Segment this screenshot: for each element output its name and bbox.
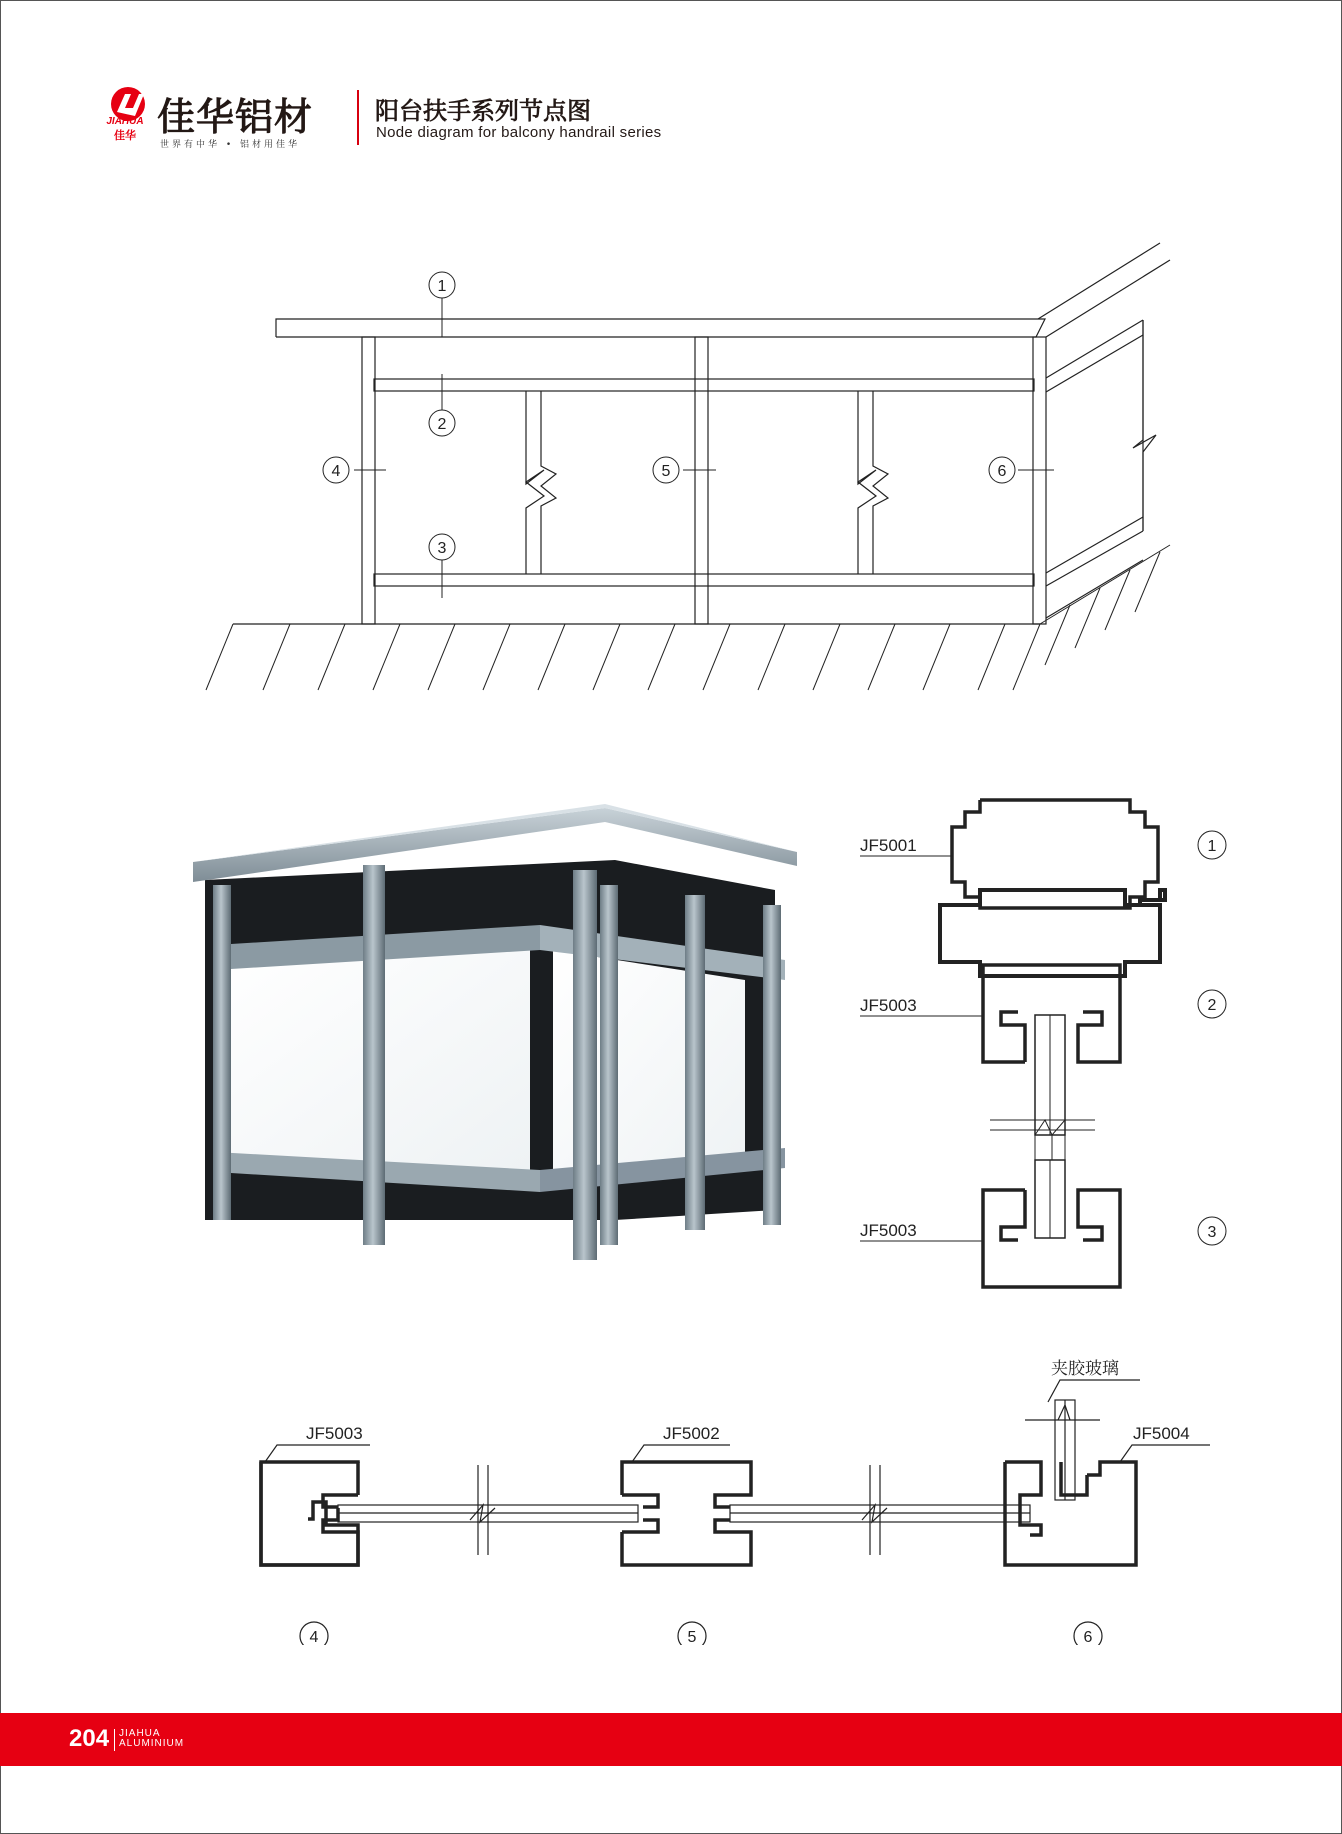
return-top-rail-2 bbox=[1046, 335, 1143, 392]
callout-6: 6 bbox=[997, 463, 1007, 480]
post-right bbox=[1033, 337, 1046, 624]
page-title: 阳台扶手系列节点图 bbox=[375, 97, 591, 125]
logo-text: JIAHUA bbox=[106, 116, 144, 127]
label-jf5004: JF5004 bbox=[1133, 1424, 1190, 1443]
return-bottom-rail-1 bbox=[1046, 517, 1143, 573]
return-base bbox=[1046, 560, 1143, 618]
label-jf5003-lower: JF5003 bbox=[860, 1221, 917, 1240]
mullion-1-right bbox=[541, 391, 556, 574]
callout-1-sec: 1 bbox=[1207, 838, 1217, 855]
footer-brand-line1: JIAHUA bbox=[119, 1728, 161, 1739]
page-subtitle: Node diagram for balcony handrail series bbox=[376, 124, 662, 141]
callout-3: 3 bbox=[437, 540, 447, 557]
label-jf5003-4: JF5003 bbox=[306, 1424, 363, 1443]
label-jf5003-upper: JF5003 bbox=[860, 996, 917, 1015]
callout-1: 1 bbox=[437, 278, 447, 295]
handrail-outline bbox=[276, 319, 1045, 337]
bottom-profiles bbox=[240, 1345, 1210, 1645]
label-jf5001: JF5001 bbox=[860, 836, 917, 855]
mullion-2-right bbox=[873, 391, 888, 574]
logo-text-cn: 佳华 bbox=[114, 130, 136, 142]
footer-bar bbox=[0, 1713, 1342, 1766]
callout-4: 4 bbox=[331, 463, 341, 480]
callout-6-sec: 6 bbox=[1083, 1629, 1093, 1645]
callout-3-sec: 3 bbox=[1207, 1224, 1217, 1241]
elevation-drawing bbox=[0, 0, 1342, 720]
railing-3d-render bbox=[185, 800, 810, 1270]
top-rail bbox=[374, 379, 1034, 391]
return-bottom-rail-2 bbox=[1046, 531, 1143, 586]
return-handrail-top bbox=[1038, 243, 1160, 319]
page-number: 204 bbox=[69, 1725, 110, 1752]
leader-jf5003-4 bbox=[265, 1445, 370, 1462]
return-handrail-bottom bbox=[1046, 260, 1170, 337]
post-middle bbox=[695, 337, 708, 624]
return-top-rail-1 bbox=[1046, 320, 1143, 378]
footer-brand-line2: ALUMINIUM bbox=[119, 1738, 185, 1749]
profile-sections-main bbox=[840, 790, 1260, 1290]
callout-5-sec: 5 bbox=[687, 1629, 697, 1645]
callout-2-sec: 2 bbox=[1207, 997, 1217, 1014]
label-glass: 夹胶玻璃 bbox=[1051, 1359, 1119, 1378]
footer-brand bbox=[119, 1729, 184, 1749]
leader-glass bbox=[1048, 1380, 1140, 1402]
footer-divider bbox=[114, 1729, 115, 1751]
brand-name: 佳华铝材 bbox=[157, 95, 314, 139]
post-left bbox=[362, 337, 375, 624]
callout-5: 5 bbox=[661, 463, 671, 480]
label-jf5002: JF5002 bbox=[663, 1424, 720, 1443]
callout-2: 2 bbox=[437, 416, 447, 433]
leader-jf5002 bbox=[632, 1445, 730, 1462]
callout-4-sec: 4 bbox=[309, 1629, 319, 1645]
brand-slogan: 世界有中华 • 铝材用佳华 bbox=[160, 140, 301, 150]
bottom-rail bbox=[374, 574, 1034, 586]
leader-jf5004 bbox=[1120, 1445, 1210, 1462]
return-break bbox=[1133, 320, 1156, 531]
